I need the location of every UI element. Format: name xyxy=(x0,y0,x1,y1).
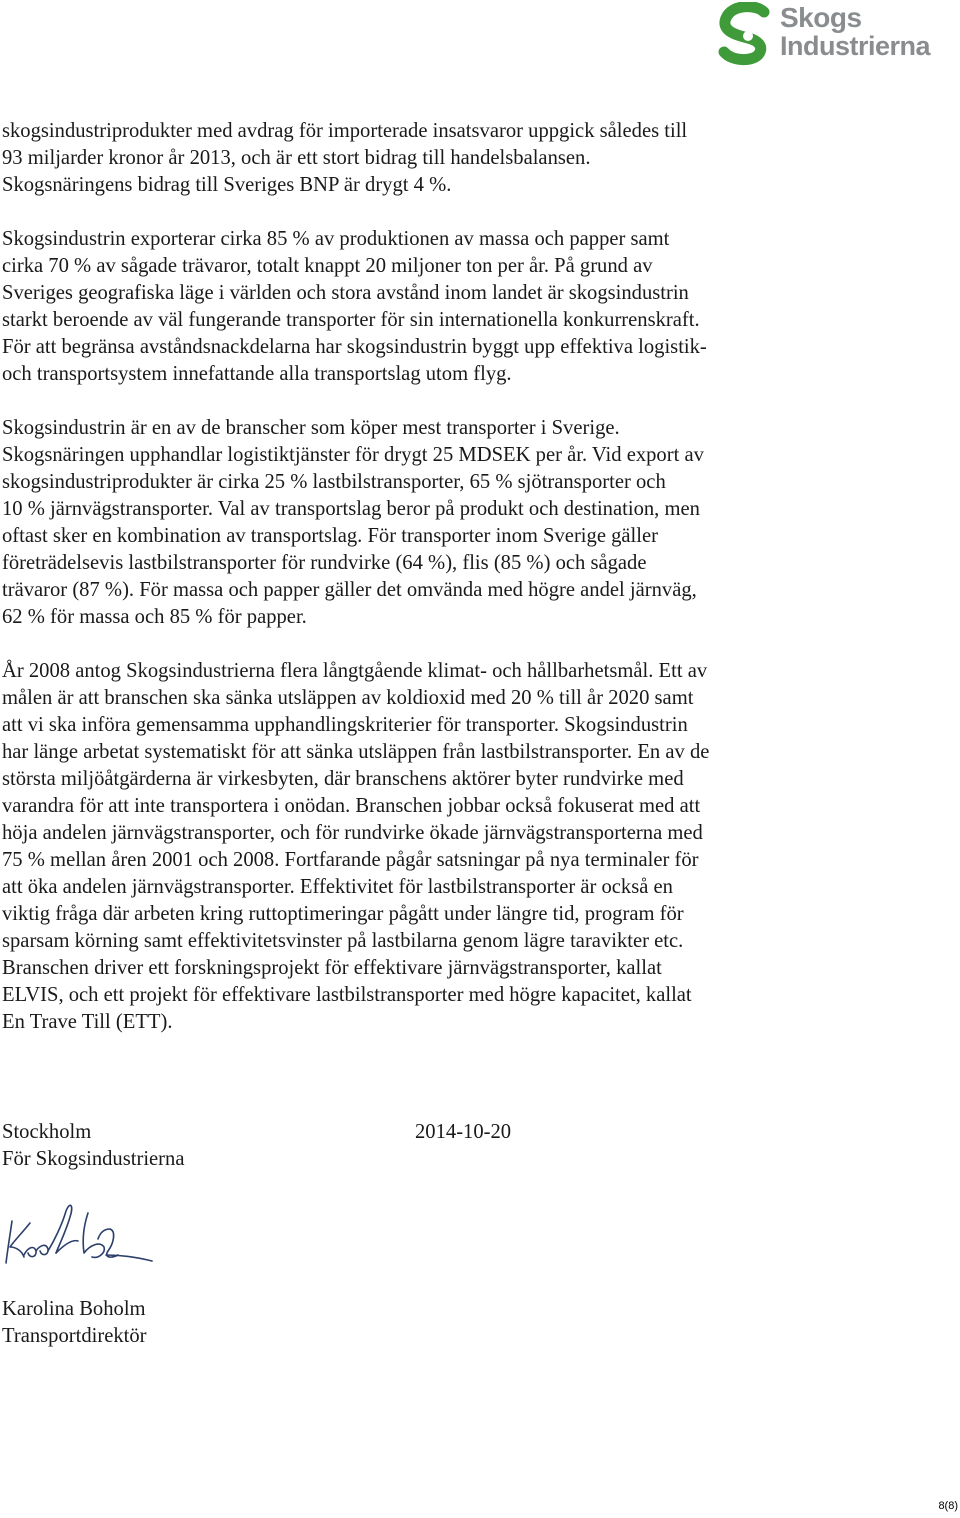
text-line: viktig fråga där arbeten kring ruttoptimeringar pågått under längre tid, program för xyxy=(2,903,684,925)
text-line: målen är att branschen ska sänka utsläppen av koldioxid med 20 % till år 2020 samt xyxy=(2,687,694,709)
text-line: Sveriges geografiska läge i världen och stora avstånd inom landet är skogsindustrin xyxy=(2,282,689,304)
logo-s-mark-icon xyxy=(718,2,778,66)
logo-wordmark xyxy=(780,4,930,60)
text-line: skogsindustriprodukter med avdrag för importerade insatsvaror uppgick således till xyxy=(2,120,688,142)
text-line: Skogsnäringen upphandlar logistiktjänster för drygt 25 MDSEK per år. Vid export av xyxy=(2,444,704,466)
paragraph xyxy=(2,658,932,1036)
text-line: År 2008 antog Skogsindustrierna flera långtgående klimat- och hållbarhetsmål. Ett av xyxy=(2,660,708,682)
signer-name: Karolina Boholm xyxy=(2,1298,146,1320)
closing-on-behalf: För Skogsindustrierna xyxy=(2,1148,185,1170)
text-line: En Trave Till (ETT). xyxy=(2,1011,173,1033)
text-line: starkt beroende av väl fungerande transporter för sin internationella konkurrenskraft. xyxy=(2,309,700,331)
signer-title: Transportdirektör xyxy=(2,1325,147,1347)
text-line: sparsam körning samt effektivitetsvinster på lastbilarna genom lägre taravikter etc. xyxy=(2,930,684,952)
signer-block xyxy=(2,1296,147,1350)
text-line: 62 % för massa och 85 % för papper. xyxy=(2,606,307,628)
text-line: 93 miljarder kronor år 2013, och är ett stort bidrag till handelsbalansen. xyxy=(2,147,591,169)
logo-line-2: Industrierna xyxy=(780,31,931,61)
text-line: 10 % järnvägstransporter. Val av transportslag beror på produkt och destination, men xyxy=(2,498,700,520)
text-line: cirka 70 % av sågade trävaror, totalt knappt 20 miljoner ton per år. På grund av xyxy=(2,255,653,277)
letter-body xyxy=(2,118,932,1063)
paragraph xyxy=(2,226,932,388)
handwritten-signature xyxy=(0,1195,160,1280)
paragraph xyxy=(2,118,932,199)
closing-block xyxy=(2,1119,184,1173)
text-line: största miljöåtgärderna är virkesbyten, där branschens aktörer byter rundvirke med xyxy=(2,768,684,790)
text-line: trävaror (87 %). För massa och papper gäller det omvända med högre andel järnväg, xyxy=(2,579,697,601)
text-line: 75 % mellan åren 2001 och 2008. Fortfarande pågår satsningar på nya terminaler för xyxy=(2,849,699,871)
text-line: ELVIS, och ett projekt för effektivare lastbilstransporter med högre kapacitet, kallat xyxy=(2,984,692,1006)
text-line: varandra för att inte transportera i onödan. Branschen jobbar också fokuserat med att xyxy=(2,795,701,817)
text-line: att öka andelen järnvägstransporter. Effektivitet för lastbilstransporter är också en xyxy=(2,876,673,898)
text-line: företrädelsevis lastbilstransporter för rundvirke (64 %), flis (85 %) och sågade xyxy=(2,552,647,574)
text-line: Skogsnäringens bidrag till Sveriges BNP är drygt 4 %. xyxy=(2,174,452,196)
closing-place: Stockholm xyxy=(2,1121,92,1143)
text-line: och transportsystem innefattande alla transportslag utom flyg. xyxy=(2,363,512,385)
logo-line-1: Skogs xyxy=(780,2,862,33)
company-logo xyxy=(718,2,958,66)
text-line: Branschen driver ett forskningsprojekt för effektivare järnvägstransporter, kallat xyxy=(2,957,662,979)
text-line: höja andelen järnvägstransporter, och för rundvirke ökade järnvägstransporterna med xyxy=(2,822,703,844)
text-line: har länge arbetat systematiskt för att sänka utsläppen från lastbilstransporter. En av de xyxy=(2,741,710,763)
page-number: 8(8) xyxy=(938,1500,958,1512)
text-line: oftast sker en kombination av transportslag. För transporter inom Sverige gäller xyxy=(2,525,658,547)
text-line: skogsindustriprodukter är cirka 25 % lastbilstransporter, 65 % sjötransporter och xyxy=(2,471,666,493)
text-line: Skogsindustrin exporterar cirka 85 % av produktionen av massa och papper samt xyxy=(2,228,670,250)
text-line: För att begränsa avståndsnackdelarna har skogsindustrin byggt upp effektiva logistik- xyxy=(2,336,707,358)
text-line: Skogsindustrin är en av de branscher som köper mest transporter i Sverige. xyxy=(2,417,620,439)
paragraph xyxy=(2,415,932,631)
letter-date: 2014-10-20 xyxy=(415,1121,512,1143)
text-line: att vi ska införa gemensamma upphandlingskriterier för transporter. Skogsindustrin xyxy=(2,714,688,736)
